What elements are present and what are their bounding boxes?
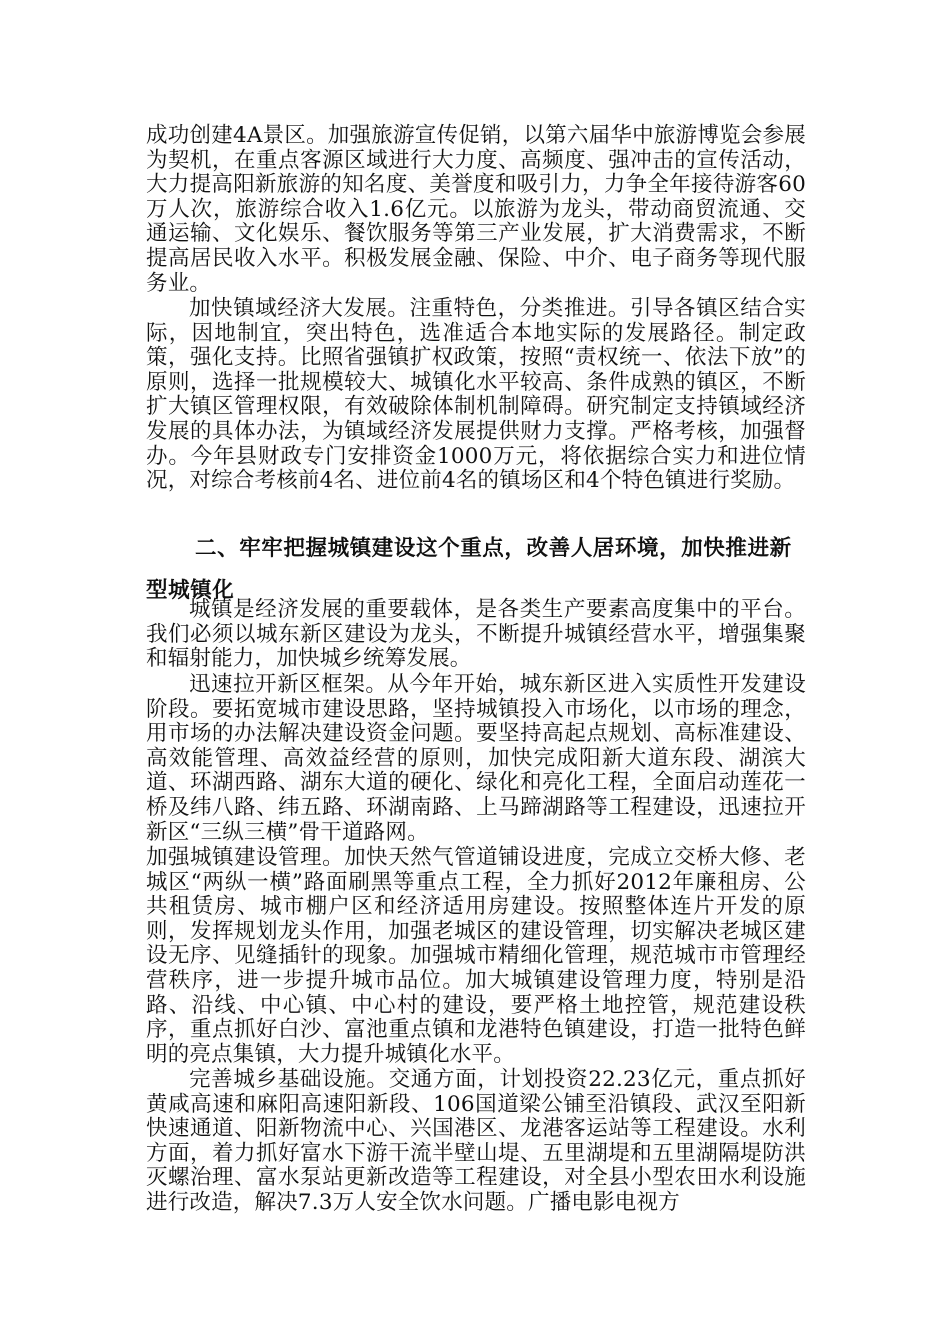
paragraph-tourism: 成功创建4A景区。加强旅游宣传促销，以第六届华中旅游博览会参展为契机，在重点客源区域进行大力度、高频度、强冲击的宣传活动，大力提高阳新旅游的知名度、美誉度和吸引力，力争全年接待游客60万人次，旅游综合收入1.6亿元。以旅游为龙头，带动商贸流通、交通运输、文化娱乐、餐饮服务等第三产业发展，扩大消费需求，不断提高居民收入水平。积极发展金融、保险、中介、电子商务等现代服务业。 — [146, 123, 806, 296]
paragraph-infrastructure: 完善城乡基础设施。交通方面，计划投资22.23亿元，重点抓好黄咸高速和麻阳高速阳新段、106国道梁公铺至沿镇段、武汉至阳新快速通道、阳新物流中心、兴国港区、龙港客运站等工程建设。水利方面，着力抓好富水下游干流半壁山堤、五里湖堤和五里湖隔堤防洪灭螺治理、富水泵站更新改造等工程建设，对全县小型农田水利设施进行改造，解决7.3万人安全饮水问题。广播电影电视方 — [146, 1067, 806, 1215]
section-heading: 二、牢牢把握城镇建设这个重点，改善人居环境，加快推进新型城镇化 — [146, 536, 792, 603]
paragraph-new-district: 迅速拉开新区框架。从今年开始，城东新区进入实质性开发建设阶段。要拓宽城市建设思路，坚持城镇投入市场化，以市场的理念，用市场的办法解决建设资金问题。要坚持高起点规划、高标准建设、高效能管理、高效益经营的原则，加快完成阳新大道东段、湖滨大道、环湖西路、湖东大道的硬化、绿化和亮化工程，全面启动莲花一桥及纬八路、纬五路、环湖南路、上马蹄湖路等工程建设，迅速拉开新区“三纵三横”骨干道路网。 — [146, 672, 806, 845]
paragraph-town-management: 加强城镇建设管理。加快天然气管道铺设进度，完成立交桥大修、老城区“两纵一横”路面刷黑等重点工程，全力抓好2012年廉租房、公共租赁房、城市棚户区和经济适用房建设。按照整体连片开发的原则，发挥规划龙头作用，加强老城区的建设管理，切实解决老城区建设无序、见缝插针的现象。加强城市精细化管理，规范城市市管理经营秩序，进一步提升城市品位。加大城镇建设管理力度，特别是沿路、沿线、中心镇、中心村的建设，要严格土地控管，规范建设秩序，重点抓好白沙、富池重点镇和龙港特色镇建设，打造一批特色鲜明的亮点集镇，大力提升城镇化水平。 — [146, 845, 806, 1067]
paragraph-town-intro: 城镇是经济发展的重要载体，是各类生产要素高度集中的平台。我们必须以城东新区建设为龙头，不断提升城镇经营水平，增强集聚和辐射能力，加快城乡统筹发展。 — [146, 597, 806, 672]
paragraph-township-economy: 加快镇域经济大发展。注重特色，分类推进。引导各镇区结合实际，因地制宜，突出特色，选准适合本地实际的发展路径。制定政策，强化支持。比照省强镇扩权政策，按照“责权统一、依法下放”的原则，选择一批规模较大、城镇化水平较高、条件成熟的镇区，不断扩大镇区管理权限，有效破除体制机制障碍。研究制定支持镇域经济发展的具体办法，为镇域经济发展提供财力支撑。严格考核，加强督办。今年县财政专门安排资金1000万元，将依据综合实力和进位情况，对综合考核前4名、进位前4名的镇场区和4个特色镇进行奖励。 — [146, 296, 806, 494]
